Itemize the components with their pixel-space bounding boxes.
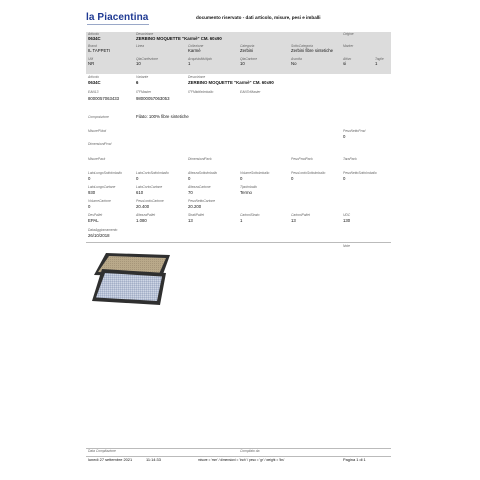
field-value: IL TAPPETI <box>88 48 111 53</box>
field-label: MisurePack <box>88 157 106 161</box>
field-label: Compilato da <box>240 449 260 453</box>
field-value: 13 <box>188 218 193 223</box>
field-label: Brand <box>88 44 97 48</box>
field-label: PesoProdPack <box>291 157 313 161</box>
brand-logo-underline <box>87 24 149 25</box>
article-code: 0634C <box>88 36 101 41</box>
page-number: Pagina 1 di 1 <box>343 457 366 462</box>
field-label: EAN13 <box>88 90 99 94</box>
field-label: AltezzaCartone <box>188 185 211 189</box>
front-mat <box>92 269 166 305</box>
field-label: Categoria <box>240 44 255 48</box>
field-value: Karmè <box>188 48 201 53</box>
composition-value: Filato: 100% fibre sintetiche <box>136 114 189 119</box>
ean13-value: 8000057063433 <box>88 96 120 101</box>
field-label: UDC <box>343 213 351 217</box>
field-label: DesPallet <box>88 213 103 217</box>
field-label: PesoNettoCartone <box>188 199 216 203</box>
field-label: StratiPallet <box>188 213 204 217</box>
field-label: AltezzaPallet <box>136 213 156 217</box>
field-value: NR <box>88 61 95 66</box>
field-label: PesoLordoCartone <box>136 199 164 203</box>
field-label: VolumeSottoImballo <box>240 171 270 175</box>
field-label: SottoCategoria <box>291 44 313 48</box>
field-value: 13 <box>291 218 296 223</box>
field-label: VolumeCartone <box>88 199 111 203</box>
field-value: EPAL <box>88 218 99 223</box>
print-date: lunedì 27 settembre 2021 <box>88 457 133 462</box>
field-value: si <box>343 61 347 66</box>
field-label: Taglie <box>375 57 384 61</box>
field-label: AltezzaSottoImballo <box>188 171 218 175</box>
field-value: 1 <box>375 61 378 66</box>
field-label: LatoCortoCartone <box>136 185 163 189</box>
field-label: DimensioniProd <box>88 142 112 146</box>
field-value: 0 <box>343 134 346 139</box>
footer-top-divider <box>86 448 391 449</box>
field-value: 70 <box>188 190 193 195</box>
field-label: PesoLordoSottoImballo <box>291 171 326 175</box>
field-label: Composizione <box>88 115 109 119</box>
print-time: 11:14:33 <box>146 457 161 462</box>
field-label: Descrizione <box>136 32 154 36</box>
field-label: Origine <box>343 32 354 36</box>
field-label: DimensioniPack <box>188 157 212 161</box>
field-label: Note <box>343 244 350 248</box>
field-label: Articolo <box>88 32 99 36</box>
field-label: ITFMaster <box>136 90 152 94</box>
field-label: QtaCartone <box>240 57 258 61</box>
field-label: CartoniPallet <box>291 213 310 217</box>
field-label: LatoCortoSottoImballo <box>136 171 169 175</box>
field-value: 130 <box>343 218 351 223</box>
field-label: PesoNettoSottoImballo <box>343 171 377 175</box>
field-value: 20.200 <box>188 204 202 209</box>
field-value: 610 <box>136 190 144 195</box>
field-value: No <box>291 61 297 66</box>
field-label: MisurePNod <box>88 129 107 133</box>
field-label: Articolo <box>88 75 99 79</box>
field-value: 0 <box>88 176 91 181</box>
field-value: 0 <box>240 176 243 181</box>
field-label: UM <box>88 57 94 61</box>
doormat-photo <box>92 251 172 307</box>
field-value: 0 <box>188 176 191 181</box>
field-label: LatoLungoCartone <box>88 185 116 189</box>
article-description: ZERBINO MOQUETTE "Karmè" CM. 60x90 <box>136 36 222 41</box>
field-label: Attivo <box>343 57 352 61</box>
field-value: Zerbini <box>240 48 254 53</box>
update-date: 26/10/2018 <box>88 233 110 238</box>
field-label: QtaConfezione <box>136 57 158 61</box>
variant-article-code: 0634C <box>88 80 101 85</box>
field-label: Descrizione <box>188 75 206 79</box>
section-divider <box>86 242 391 243</box>
brand-logo: la Piacentina <box>86 12 149 23</box>
field-value: Zerbini fibre sintetiche <box>291 48 334 53</box>
variant-code: 6 <box>136 80 139 85</box>
field-label: Collezione <box>188 44 204 48</box>
variant-description: ZERBINO MOQUETTE "Karmè" CM. 60x90 <box>188 80 274 85</box>
field-value: 1 <box>240 218 243 223</box>
field-label: EANTriMaster <box>240 90 261 94</box>
field-value: 0 <box>136 176 139 181</box>
field-label: Linea <box>136 44 145 48</box>
field-value: 10 <box>240 61 245 66</box>
field-value: 1.080 <box>136 218 147 223</box>
field-label: DataAggiornamento <box>88 228 118 232</box>
field-label: TaraPack <box>343 157 357 161</box>
field-label: CartoniStrato <box>240 213 260 217</box>
field-value: 0 <box>291 176 294 181</box>
field-value: Termo <box>240 190 252 195</box>
field-label: ITFMiddleImballo <box>188 90 214 94</box>
field-label: TipoImballo <box>240 185 258 189</box>
field-label: Variante <box>136 75 149 79</box>
field-label: LatoLungoSottoImballo <box>88 171 122 175</box>
field-value: 20.400 <box>136 204 150 209</box>
units-legend: misure = 'mm' / dimensioni = 'inch' / peso = 'gr' / weight = 'lbs' <box>198 458 285 462</box>
field-value: 0 <box>88 204 91 209</box>
field-value: 10 <box>136 61 141 66</box>
field-label: Ascolta <box>291 57 302 61</box>
field-value: 1 <box>188 61 191 66</box>
field-value: 930 <box>88 190 96 195</box>
field-label: Data Compilazione <box>88 449 116 453</box>
field-value: 0 <box>343 176 346 181</box>
field-label: AcquistoMultiplo <box>188 57 213 61</box>
document-header <box>86 8 391 28</box>
article-info-band <box>86 32 391 74</box>
document-title: documento riservato - dati articolo, misure, pesi e imballi <box>196 15 321 20</box>
field-label: PesoNettoProd <box>343 129 366 133</box>
field-label: Marker <box>343 44 354 48</box>
itf-master-value: 98000057063053 <box>136 96 170 101</box>
